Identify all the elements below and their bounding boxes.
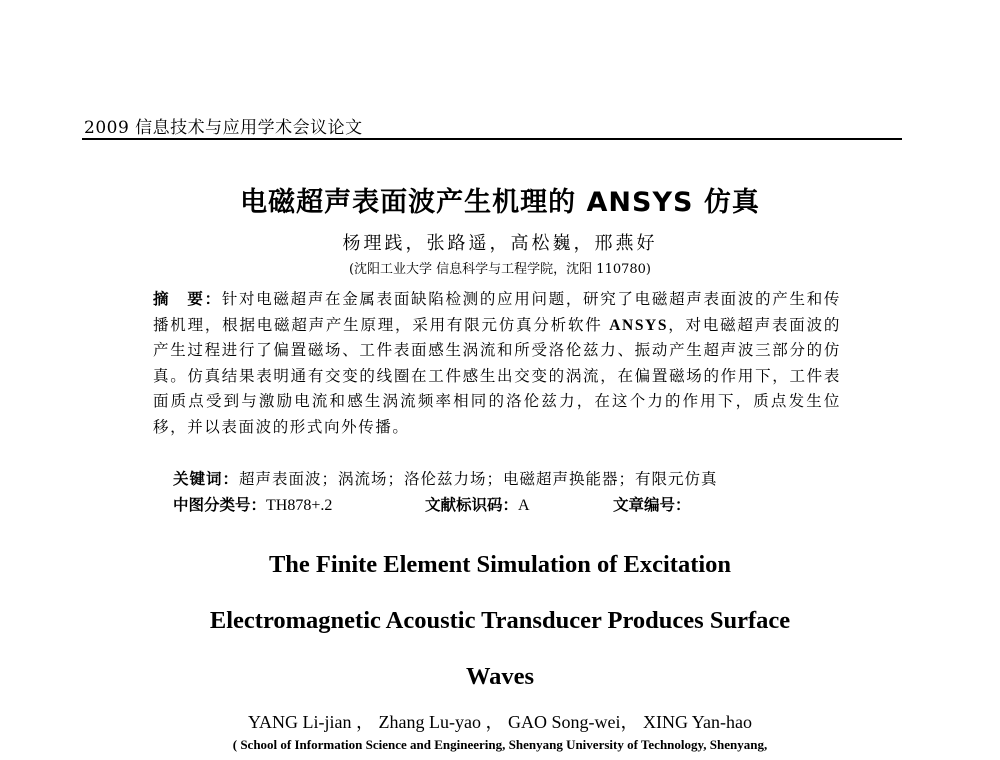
header-rule bbox=[82, 138, 902, 140]
abstract-text-part1: 针对电磁超声在金属表面缺陷检测的应用问题，研究了电磁超声表面波的产生和传播机理，根据电磁超声产生原理，采用有限元仿真分析软件 bbox=[153, 290, 841, 334]
abstract-text-part2: ，对电磁超声表面波的产生过程进行了偏置磁场、工件表面感生涡流和所受洛伦兹力、振动产生超声波三部分的仿真。仿真结果表明通有交变的线圈在工件感生出交变的涡流，在偏置磁场的作用下，工件表面质点受到与激励电流和感生涡流频率相同的洛伦兹力，在这个力的作用下，质点发生位移，并以表面波的形式向外传播。 bbox=[153, 315, 841, 436]
clc-value: TH878+.2 bbox=[266, 497, 333, 514]
english-title bbox=[0, 537, 1000, 705]
keywords-label: 关键词： bbox=[173, 470, 240, 488]
article-no-field bbox=[613, 493, 691, 515]
english-affiliation: ( School of Information Science and Engineering, Shenyang University of Technology, Shenyang, bbox=[232, 737, 768, 752]
clc-field bbox=[173, 493, 332, 515]
keywords-line bbox=[173, 467, 853, 489]
article-no-label: 文章编号： bbox=[613, 496, 691, 514]
english-authors: YANG Li-jian ， Zhang Lu-yao ， GAO Song-wei， XING Yan-hao bbox=[248, 712, 752, 732]
chinese-authors: 杨理践，张路遥，高松巍，邢燕好 bbox=[342, 233, 658, 254]
english-title-line2: Electromagnetic Acoustic Transducer Produces Surface bbox=[209, 607, 791, 634]
abstract-software-name: ANSYS bbox=[609, 316, 669, 334]
chinese-abstract bbox=[153, 287, 841, 440]
keywords-text: 超声表面波；涡流场；洛伦兹力场；电磁超声换能器；有限元仿真 bbox=[239, 470, 718, 488]
chinese-affiliation: (沈阳工业大学 信息科学与工程学院，沈阳 110780) bbox=[348, 262, 652, 277]
doc-code-value: A bbox=[518, 497, 530, 514]
chinese-title: 电磁超声表面波产生机理的 ANSYS 仿真 bbox=[240, 187, 760, 218]
abstract-label: 摘 要： bbox=[153, 290, 222, 308]
english-title-line1: The Finite Element Simulation of Excitation bbox=[268, 551, 732, 578]
doc-code-field bbox=[425, 493, 530, 515]
clc-label: 中图分类号： bbox=[173, 496, 267, 514]
english-title-line3: Waves bbox=[465, 663, 535, 690]
classification-row bbox=[173, 493, 873, 515]
doc-code-label: 文献标识码： bbox=[425, 496, 519, 514]
running-header: 2009 信息技术与应用学术会议论文 bbox=[84, 118, 363, 138]
